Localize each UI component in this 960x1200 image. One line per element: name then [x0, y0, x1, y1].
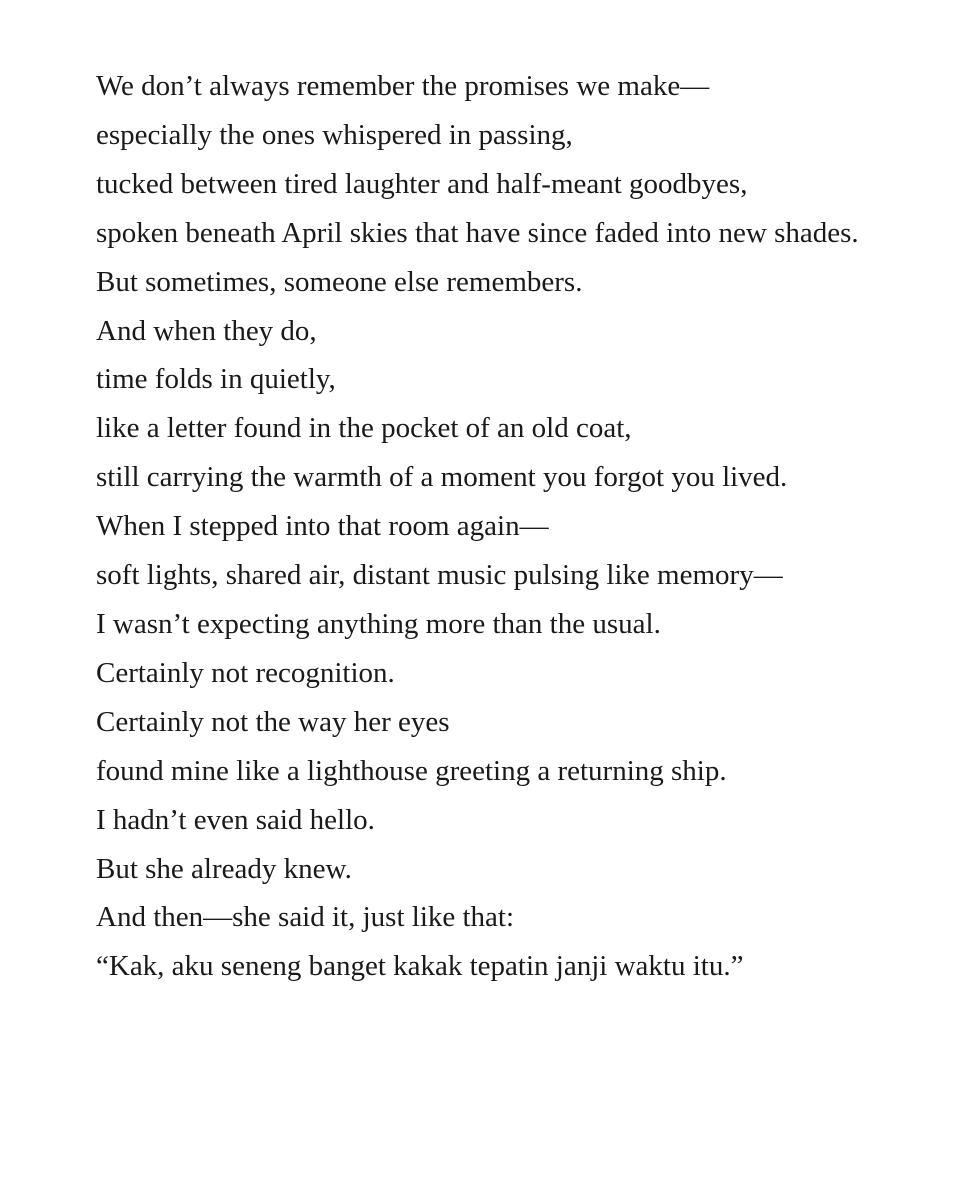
- poem-line-2: especially the ones whispered in passing,: [96, 118, 573, 151]
- poem-line-1: We don’t always remember the promises we make—: [96, 70, 710, 102]
- poem-line-13: Certainly not recognition.: [96, 656, 395, 689]
- poem-line-5: But sometimes, someone else remembers.: [96, 265, 583, 298]
- poem-line-14: Certainly not the way her eyes: [96, 705, 450, 738]
- poem-line-12: I wasn’t expecting anything more than the usual.: [96, 607, 661, 640]
- poem-line-4: spoken beneath April skies that have since faded into new shades.: [96, 216, 859, 249]
- poem-line-17: But she already knew.: [96, 852, 352, 885]
- poem-line-6: And when they do,: [96, 314, 317, 347]
- poem-body: [96, 62, 864, 991]
- poem-line-19: “Kak, aku seneng banget kakak tepatin janji waktu itu.”: [96, 950, 744, 983]
- poem-line-18: And then—she said it, just like that:: [96, 901, 515, 934]
- poem-line-15: found mine like a lighthouse greeting a returning ship.: [96, 754, 727, 787]
- poem-line-3: tucked between tired laughter and half-meant goodbyes,: [96, 167, 748, 200]
- poem-line-11: soft lights, shared air, distant music pulsing like memory—: [96, 559, 783, 592]
- poem-line-16: I hadn’t even said hello.: [96, 803, 375, 836]
- poem-line-7: time folds in quietly,: [96, 363, 336, 396]
- poem-line-10: When I stepped into that room again—: [96, 510, 549, 543]
- poem-line-8: like a letter found in the pocket of an old coat,: [96, 412, 632, 445]
- poem-line-9: still carrying the warmth of a moment you forgot you lived.: [96, 461, 788, 494]
